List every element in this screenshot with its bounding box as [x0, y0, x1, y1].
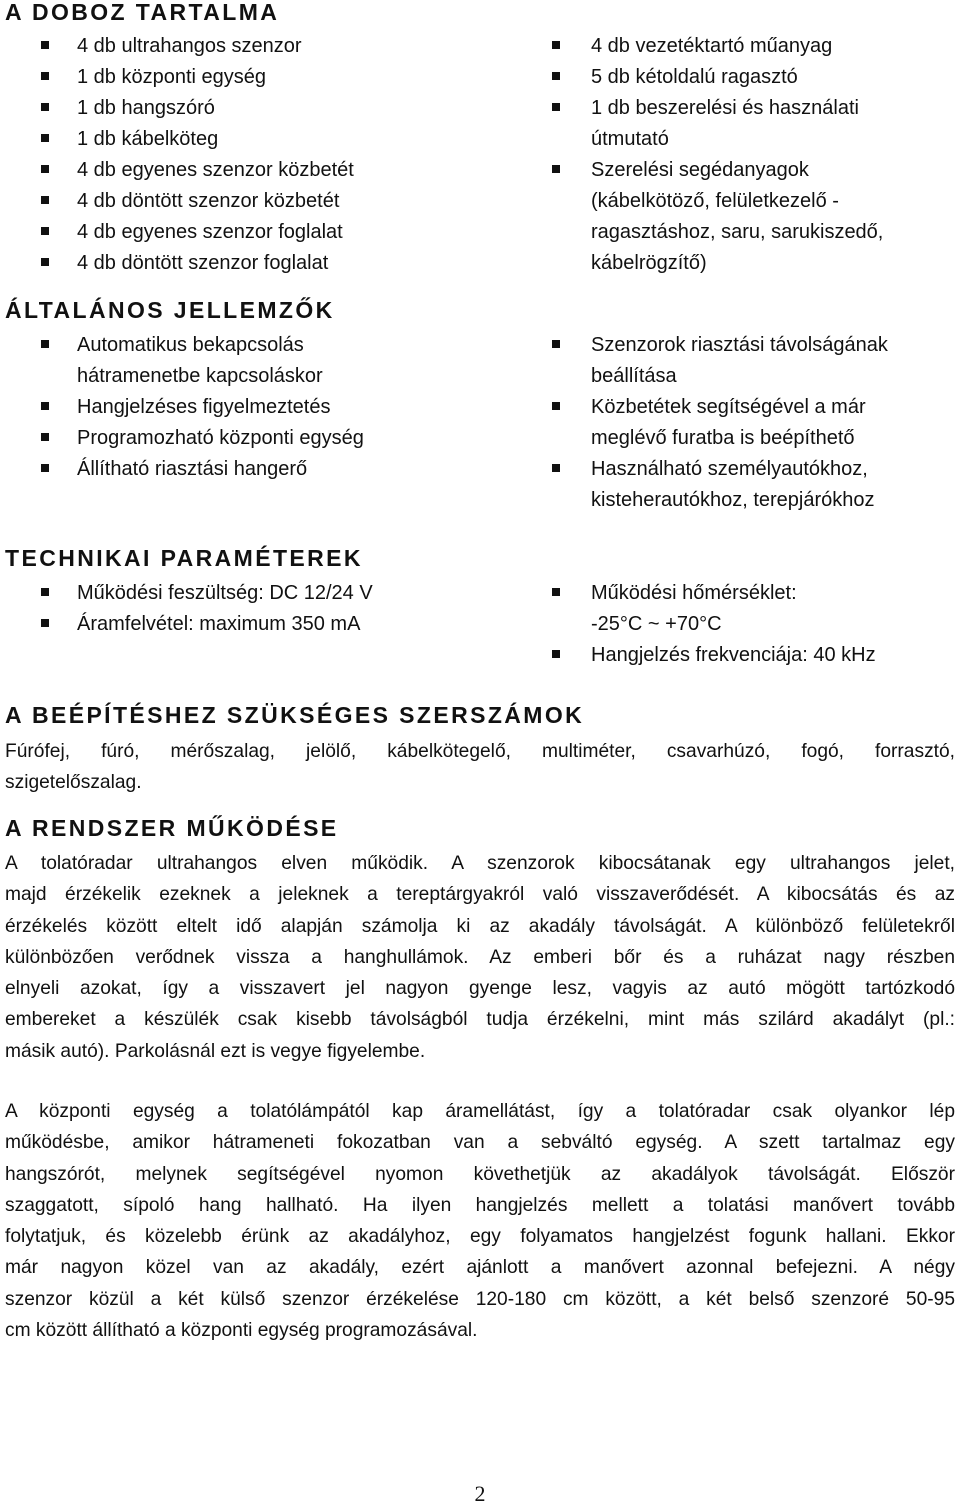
bullet-item-text: 1 db kábelköteg [77, 128, 219, 150]
bullet-item-text: meglévő furatba is beépíthető [591, 427, 855, 449]
heading-box-contents: A DOBOZ TARTALMA [5, 0, 280, 25]
heading-system-operation: A RENDSZER MŰKÖDÉSE [5, 815, 339, 841]
paragraph-line: folytatjuk, és közelebb érünk az akadályhoz, egy folyamatos hangjelzést fogunk hallani. Ekkor [5, 1226, 955, 1248]
paragraph-line: A központi egység a tolatólámpától kap áramellátást, így a tolatóradar csak olyankor lép [5, 1101, 955, 1122]
bullet-item [33, 124, 354, 155]
paragraph-line: cm között állítható a központi egység programozásával. [5, 1320, 478, 1342]
heading-required-tools: A BEÉPÍTÉSHEZ SZÜKSÉGES SZERSZÁMOK [5, 702, 585, 728]
paragraph-line: szenzor közül a két külső szenzor érzékelése 120-180 cm között, a két belső szenzoré 50-95 [5, 1288, 955, 1310]
bullet-item-text: 5 db kétoldalú ragasztó [591, 66, 798, 88]
bullet-item [543, 31, 883, 62]
paragraph-line: A tolatóradar ultrahangos elven működik. A szenzorok kibocsátanak egy ultrahangos jelet, [5, 853, 955, 874]
paragraph-line: hangszórót, melynek segítségével nyomon követhetjük az akadályok távolságát. Először [5, 1163, 955, 1185]
bullet-item [33, 392, 364, 423]
bullet-item-text: Hangjelzéses figyelmeztetés [77, 396, 331, 418]
bullet-item-text: kisteherautókhoz, terepjárókhoz [591, 489, 875, 511]
bullet-item-text: Áramfelvétel: maximum 350 mA [77, 613, 361, 635]
bullet-item-text: Működési hőmérséklet: [591, 582, 797, 604]
bullet-item [543, 640, 876, 671]
bullet-item-text: 1 db központi egység [77, 66, 267, 88]
features-list-left [33, 330, 364, 485]
bullet-item [33, 186, 354, 217]
paragraph-line: embereket a készülék csak kisebb távolságból tudja érzékelni, mint más szilárd akadályt (pl.: [5, 1009, 955, 1031]
bullet-item-text: Használható személyautókhoz, [591, 458, 868, 480]
heading-general-features: ÁLTALÁNOS JELLEMZŐK [5, 297, 335, 323]
bullet-item [33, 578, 373, 609]
bullet-item [33, 423, 364, 454]
bullet-item-text: Szerelési segédanyagok [591, 159, 809, 181]
paragraph-line: szaggatott, sípoló hang hallható. Ha ilyen hangjelzés mellett a tolatási manővert tovább [5, 1194, 955, 1216]
bullet-item-text: Hangjelzés frekvenciája: 40 kHz [591, 644, 876, 666]
tools-paragraph [5, 736, 955, 799]
bullet-item [33, 217, 354, 248]
bullet-item [543, 392, 888, 454]
paragraph-line: majd érzékelik ezeknek a jeleknek a tereptárgyakról való visszaverődését. A kibocsátás és az [5, 884, 955, 906]
paragraph-line: Fúrófej, fúró, mérőszalag, jelölő, kábelkötegelő, multiméter, csavarhúzó, fogó, forrasztó, [5, 741, 955, 762]
bullet-item [33, 62, 354, 93]
bullet-item-text: Szenzorok riasztási távolságának [591, 334, 888, 356]
features-list-right [543, 330, 888, 516]
bullet-item-text: Működési feszültség: DC 12/24 V [77, 582, 373, 604]
paragraph-line: működésbe, amikor hátrameneti fokozatban van a sebváltó egység. A szett tartalmaz egy [5, 1132, 955, 1154]
bullet-item [33, 31, 354, 62]
bullet-item [33, 609, 373, 640]
bullet-item [543, 62, 883, 93]
heading-technical-parameters: TECHNIKAI PARAMÉTEREK [5, 545, 363, 571]
bullet-item-text: 4 db egyenes szenzor közbetét [77, 159, 354, 181]
page-number: 2 [474, 1481, 486, 1506]
bullet-item [33, 454, 364, 485]
bullet-item-text: 4 db vezetéktartó műanyag [591, 35, 833, 57]
bullet-item [543, 155, 883, 279]
bullet-item-text: 1 db hangszóró [77, 97, 215, 119]
paragraph-line: különbözően verődnek vissza a hanghullámok. Az emberi bőr és a ruházat nagy részben [5, 946, 955, 968]
operation-paragraph-2 [5, 1096, 955, 1346]
contents-list-right [543, 31, 883, 279]
bullet-item-text: 4 db ultrahangos szenzor [77, 35, 302, 57]
paragraph-line: szigetelőszalag. [5, 772, 142, 794]
bullet-item-text: kábelrögzítő) [591, 252, 707, 274]
bullet-item-text: (kábelkötöző, felületkezelő - [591, 190, 839, 212]
bullet-item-text: 4 db döntött szenzor foglalat [77, 252, 329, 274]
bullet-item [33, 93, 354, 124]
bullet-item-text: 1 db beszerelési és használati [591, 97, 859, 119]
contents-list-left [33, 31, 354, 279]
technical-list-right [543, 578, 876, 671]
paragraph-line: elnyeli azokat, így a visszavert jel nagyon gyenge lesz, vagyis az autó mögött tartózkodó [5, 978, 955, 1000]
bullet-item-text: Automatikus bekapcsolás [77, 334, 304, 356]
bullet-item-text: -25°C ~ +70°C [591, 613, 722, 635]
paragraph-line: már nagyon közel van az akadály, ezért ajánlott a manővert azonnal befejezni. A négy [5, 1257, 955, 1279]
bullet-item-text: 4 db döntött szenzor közbetét [77, 190, 340, 212]
bullet-item-text: Közbetétek segítségével a már [591, 396, 866, 418]
technical-list-left [33, 578, 373, 640]
bullet-item [33, 155, 354, 186]
bullet-item-text: beállítása [591, 365, 677, 387]
bullet-item-text: ragasztáshoz, saru, sarukiszedő, [591, 221, 884, 243]
paragraph-line: érzékelés között eltelt idő alapján számolja ki az akadály távolságát. A különböző felületekről [5, 915, 955, 937]
bullet-item-text: 4 db egyenes szenzor foglalat [77, 221, 343, 243]
bullet-item [543, 93, 883, 155]
bullet-item [543, 454, 888, 516]
bullet-item-text: Programozható központi egység [77, 427, 364, 449]
bullet-item-text: hátramenetbe kapcsoláskor [77, 365, 323, 387]
bullet-item [543, 578, 876, 640]
paragraph-line: másik autó). Parkolásnál ezt is vegye figyelembe. [5, 1040, 426, 1062]
bullet-item-text: útmutató [591, 128, 669, 150]
bullet-item-text: Állítható riasztási hangerő [77, 458, 308, 480]
bullet-item [33, 248, 354, 279]
operation-paragraph-1 [5, 848, 955, 1067]
bullet-item [543, 330, 888, 392]
bullet-item [33, 330, 364, 392]
